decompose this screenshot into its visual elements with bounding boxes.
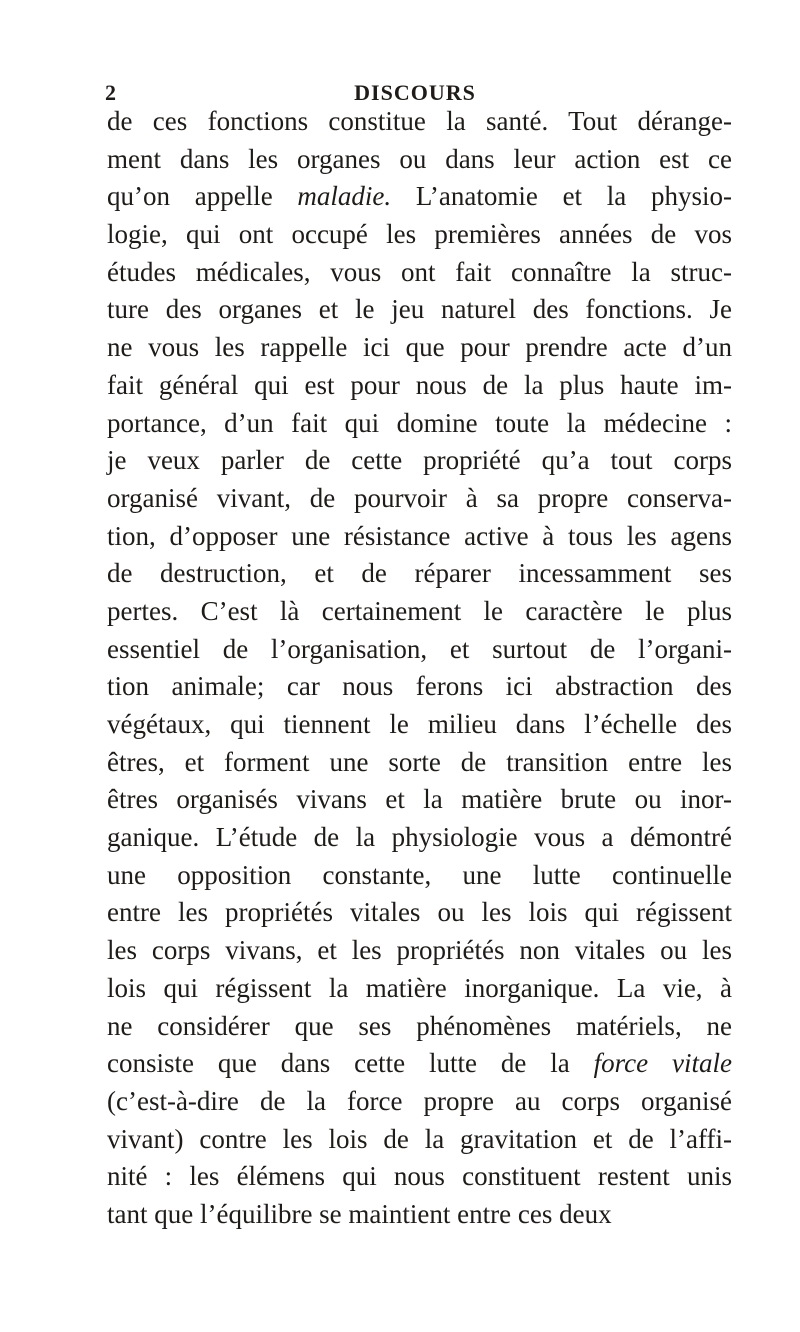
text-segment: vivant) contre les lois de la gravitation et de l’affi-: [107, 1123, 732, 1154]
text-segment: pertes. C’est là certainement le caractère le plus: [107, 595, 732, 626]
text-segment: ture des organes et le jeu naturel des fonctions. Je: [107, 294, 732, 325]
text-segment: qu’on appelle: [107, 181, 298, 212]
text-segment: tant que l’équilibre se maintient entre ces deux: [107, 1198, 612, 1229]
italic-text: force vitale: [593, 1048, 732, 1079]
text-line: [107, 894, 732, 932]
text-line: [107, 405, 732, 443]
text-line: [107, 744, 732, 782]
text-line: [107, 254, 732, 292]
text-line: [107, 329, 732, 367]
text-line: [107, 932, 732, 970]
text-segment: une opposition constante, une lutte continuelle: [107, 859, 732, 890]
text-line: [107, 857, 732, 895]
text-line: [107, 480, 732, 518]
text-segment: essentiel de l’organisation, et surtout de l’organi-: [107, 633, 732, 664]
italic-text: maladie.: [297, 181, 392, 212]
text-line: [107, 1083, 732, 1121]
text-segment: les corps vivans, et les propriétés non vitales ou les: [107, 935, 732, 966]
text-line: [107, 1008, 732, 1046]
text-segment: de destruction, et de réparer incessamment ses: [107, 558, 732, 589]
text-line: [107, 970, 732, 1008]
text-segment: entre les propriétés vitales ou les lois qui régissent: [107, 897, 732, 928]
text-line: [107, 555, 732, 593]
text-line: [107, 1158, 732, 1196]
text-line: [107, 631, 732, 669]
text-segment: ne vous les rappelle ici que pour prendre acte d’un: [107, 332, 732, 363]
text-segment: consiste que dans cette lutte de la: [107, 1048, 594, 1079]
text-segment: ment dans les organes ou dans leur action est ce: [107, 143, 732, 174]
text-segment: ganique. L’étude de la physiologie vous a démontré: [107, 822, 732, 853]
text-line: [107, 781, 732, 819]
text-segment: lois qui régissent la matière inorganique. La vie, à: [107, 972, 732, 1003]
body-text: [107, 103, 732, 1234]
text-segment: tion animale; car nous ferons ici abstraction des: [107, 671, 732, 702]
page-number: 2: [105, 80, 117, 105]
text-segment: nité : les élémens qui nous constituent restent unis: [107, 1161, 732, 1192]
text-segment: (c’est-à-dire de la force propre au corps organisé: [107, 1085, 732, 1116]
text-line: [107, 141, 732, 179]
text-line: [107, 367, 732, 405]
text-line: [107, 216, 732, 254]
text-segment: êtres organisés vivans et la matière brute ou inor-: [107, 784, 732, 815]
text-segment: études médicales, vous ont fait connaître la struc-: [107, 256, 732, 287]
text-segment: je veux parler de cette propriété qu’a tout corps: [107, 445, 732, 476]
text-segment: de ces fonctions constitue la santé. Tout dérange-: [107, 106, 732, 136]
text-segment: logie, qui ont occupé les premières années de vos: [107, 219, 732, 250]
text-line: [107, 291, 732, 329]
text-segment: végétaux, qui tiennent le milieu dans l’échelle des: [107, 709, 732, 739]
running-title: DISCOURS: [354, 80, 476, 105]
text-line: [107, 819, 732, 857]
text-segment: êtres, et forment une sorte de transition entre les: [107, 746, 732, 777]
text-segment: organisé vivant, de pourvoir à sa propre conserva-: [107, 482, 732, 513]
text-segment: fait général qui est pour nous de la plus haute im-: [107, 369, 732, 400]
text-segment: L’anatomie et la physio-: [391, 181, 732, 212]
text-line: [107, 178, 732, 216]
text-line: [107, 442, 732, 480]
text-line: [107, 1196, 732, 1234]
text-line: [107, 593, 732, 631]
text-line: [107, 103, 732, 141]
text-line: [107, 1121, 732, 1159]
text-segment: ne considérer que ses phénomènes matériels, ne: [107, 1010, 732, 1041]
text-line: [107, 706, 732, 744]
text-line: [107, 1045, 732, 1083]
text-line: [107, 518, 732, 556]
text-line: [107, 668, 732, 706]
text-segment: tion, d’opposer une résistance active à tous les agens: [107, 520, 732, 551]
text-segment: portance, d’un fait qui domine toute la médecine :: [107, 407, 732, 438]
